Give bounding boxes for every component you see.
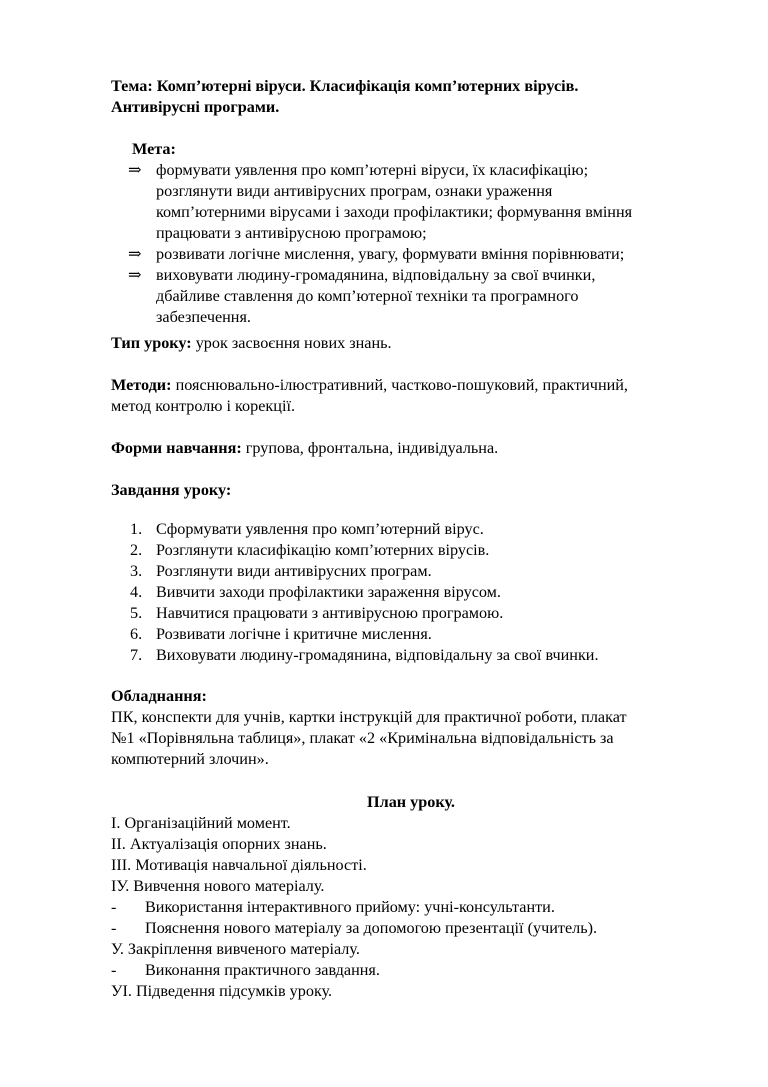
arrow-icon: ⇒ bbox=[128, 266, 142, 284]
list-item bbox=[130, 603, 710, 624]
plan-line bbox=[111, 834, 711, 855]
dash-marker: - bbox=[111, 919, 117, 937]
list-item bbox=[130, 582, 710, 603]
goal-text: забезпечення. bbox=[156, 308, 251, 326]
item-number: 3. bbox=[130, 562, 143, 580]
equipment-text: компютерний злочин». bbox=[111, 750, 269, 768]
item-text: Вивчити заходи профілактики зараження вірусом. bbox=[156, 583, 501, 601]
plan-text: ІІІ. Мотивація навчальної діяльності. bbox=[111, 856, 367, 874]
lesson-plan bbox=[111, 813, 711, 1002]
plan-line bbox=[111, 981, 711, 1002]
plan-line bbox=[111, 939, 711, 960]
list-item bbox=[130, 624, 710, 645]
dash-marker: - bbox=[111, 898, 117, 916]
equipment bbox=[111, 686, 711, 770]
plan-text: Виконання практичного завдання. bbox=[145, 961, 380, 979]
methods-value-cont: метод контролю і корекції. bbox=[111, 397, 295, 415]
list-item bbox=[130, 519, 710, 540]
equipment-text: №1 «Порівняльна таблиця», плакат «2 «Кримінальна відповідальність за bbox=[111, 729, 614, 747]
tasks-heading-block bbox=[111, 480, 711, 501]
item-text: Виховувати людину-громадянина, відповідальну за свої вчинки. bbox=[156, 646, 599, 664]
plan-line bbox=[111, 960, 711, 981]
plan-text: ІІ. Актуалізація опорних знань. bbox=[111, 835, 327, 853]
topic-line-1: Тема: Комп’ютерні віруси. Класифікація комп’ютерних вірусів. bbox=[111, 77, 579, 95]
goal-text: працювати з антивірусною програмою; bbox=[156, 224, 427, 242]
item-text: Розглянути класифікацію комп’ютерних вірусів. bbox=[156, 541, 490, 559]
plan-text: І. Організаційний момент. bbox=[111, 814, 291, 832]
arrow-icon: ⇒ bbox=[128, 245, 142, 263]
topic-line-2: Антивірусні програми. bbox=[111, 98, 280, 116]
goals-section bbox=[128, 139, 708, 328]
plan-line bbox=[111, 918, 711, 939]
methods-label: Методи: bbox=[111, 376, 172, 394]
item-number: 4. bbox=[130, 583, 143, 601]
lesson-type-label: Тип уроку: bbox=[111, 334, 192, 352]
goals-heading: Мета: bbox=[132, 140, 176, 158]
plan-heading-block bbox=[111, 792, 711, 813]
plan-text: Пояснення нового матеріалу за допомогою презентації (учитель). bbox=[145, 919, 598, 937]
plan-text: ІУ. Вивчення нового матеріалу. bbox=[111, 877, 325, 895]
plan-line bbox=[111, 897, 711, 918]
lesson-topic bbox=[111, 76, 711, 118]
lesson-type bbox=[111, 333, 711, 354]
goal-text: дбайливе ставлення до комп’ютерної техніки та програмного bbox=[156, 287, 579, 305]
plan-line bbox=[111, 813, 711, 834]
goal-item bbox=[128, 265, 708, 328]
tasks-heading: Завдання уроку: bbox=[111, 481, 232, 499]
equipment-heading: Обладнання: bbox=[111, 687, 207, 705]
goal-text: комп’ютерними вірусами і заходи профілактики; формування вміння bbox=[156, 203, 633, 221]
list-item bbox=[130, 540, 710, 561]
plan-line bbox=[111, 855, 711, 876]
item-text: Розглянути види антивірусних програм. bbox=[156, 562, 432, 580]
plan-text: УІ. Підведення підсумків уроку. bbox=[111, 982, 333, 1000]
item-text: Навчитися працювати з антивірусною програмою. bbox=[156, 604, 504, 622]
forms-label: Форми навчання: bbox=[111, 439, 242, 457]
goal-item bbox=[128, 160, 708, 244]
methods-value: пояснювально-ілюстративний, частково-пошуковий, практичний, bbox=[171, 376, 628, 394]
list-item bbox=[130, 645, 710, 666]
forms-value: групова, фронтальна, індивідуальна. bbox=[241, 439, 499, 457]
item-number: 7. bbox=[130, 646, 143, 664]
dash-marker: - bbox=[111, 961, 117, 979]
goal-item bbox=[128, 244, 708, 265]
plan-line bbox=[111, 876, 711, 897]
goal-text: виховувати людину-громадянина, відповідальну за свої вчинки, bbox=[156, 266, 596, 284]
list-item bbox=[130, 561, 710, 582]
goal-text: розглянути види антивірусних програм, ознаки ураження bbox=[156, 182, 553, 200]
item-number: 5. bbox=[130, 604, 143, 622]
methods bbox=[111, 375, 711, 417]
item-number: 6. bbox=[130, 625, 143, 643]
goal-text: формувати уявлення про комп’ютерні віруси, їх класифікацію; bbox=[156, 161, 589, 179]
item-number: 1. bbox=[130, 520, 143, 538]
plan-text: У. Закріплення вивченого матеріалу. bbox=[111, 940, 360, 958]
item-number: 2. bbox=[130, 541, 143, 559]
item-text: Розвивати логічне і критичне мислення. bbox=[156, 625, 432, 643]
tasks-list bbox=[130, 519, 710, 666]
arrow-icon: ⇒ bbox=[128, 161, 142, 179]
item-text: Сформувати уявлення про комп’ютерний вірус. bbox=[156, 520, 484, 538]
goal-text: розвивати логічне мислення, увагу, формувати вміння порівнювати; bbox=[156, 245, 625, 263]
plan-heading: План уроку. bbox=[367, 793, 455, 811]
plan-text: Використання інтерактивного прийому: учні-консультанти. bbox=[145, 898, 555, 916]
learning-forms bbox=[111, 438, 711, 459]
equipment-text: ПК, конспекти для учнів, картки інструкцій для практичної роботи, плакат bbox=[111, 708, 627, 726]
lesson-type-value: урок засвоєння нових знань. bbox=[191, 334, 392, 352]
